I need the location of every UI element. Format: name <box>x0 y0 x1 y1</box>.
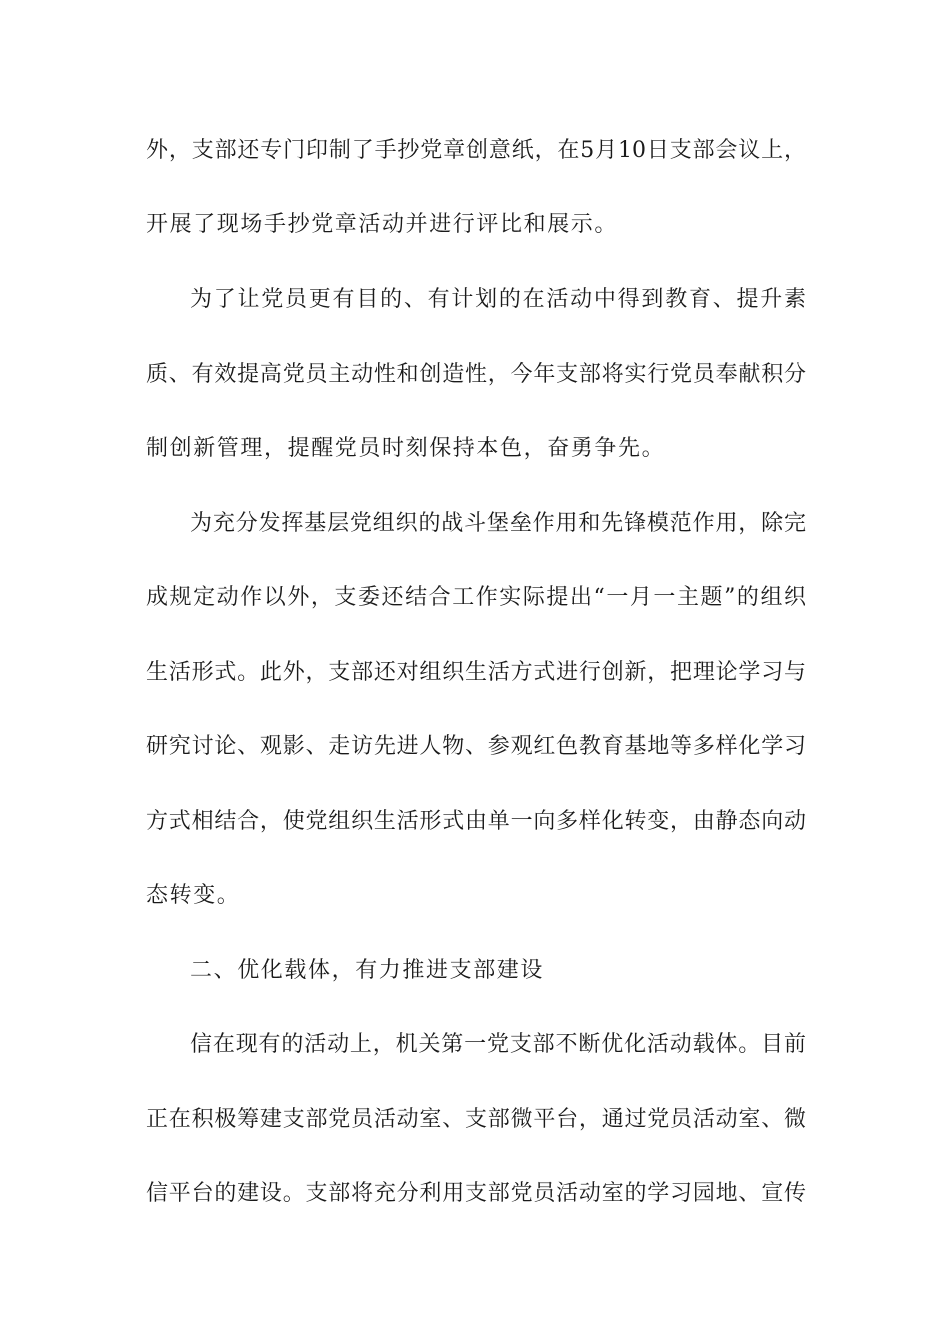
text-line: 外，支部还专门印制了手抄党章创意纸，在5月10日支部会议上， <box>146 138 806 163</box>
section-heading: 二、优化载体，有力推进支部建设 <box>190 958 545 983</box>
text-line: 成规定动作以外，支委还结合工作实际提出“一月一主题”的组织 <box>146 585 806 610</box>
text-line: 研究讨论、观影、走访先进人物、参观红色教育基地等多样化学习 <box>146 734 806 759</box>
text-line: 制创新管理，提醒党员时刻保持本色，奋勇争先。 <box>146 436 666 461</box>
text-line: 态转变。 <box>146 883 241 908</box>
text-line: 质、有效提高党员主动性和创造性，今年支部将实行党员奉献积分 <box>146 362 806 387</box>
text-line: 方式相结合，使党组织生活形式由单一向多样化转变，由静态向动 <box>146 809 806 834</box>
text-line: 信平台的建设。支部将充分利用支部党员活动室的学习园地、宣传 <box>146 1181 806 1206</box>
text-line: 开展了现场手抄党章活动并进行评比和展示。 <box>146 212 619 237</box>
paragraph-start-line: 信在现有的活动上，机关第一党支部不断优化活动载体。目前 <box>190 1032 806 1057</box>
text-line: 正在积极筹建支部党员活动室、支部微平台，通过党员活动室、微 <box>146 1107 806 1132</box>
text-line: 生活形式。此外，支部还对组织生活方式进行创新，把理论学习与 <box>146 660 806 685</box>
paragraph-start-line: 为了让党员更有目的、有计划的在活动中得到教育、提升素 <box>190 287 806 312</box>
paragraph-start-line: 为充分发挥基层党组织的战斗堡垒作用和先锋模范作用，除完 <box>190 511 806 536</box>
